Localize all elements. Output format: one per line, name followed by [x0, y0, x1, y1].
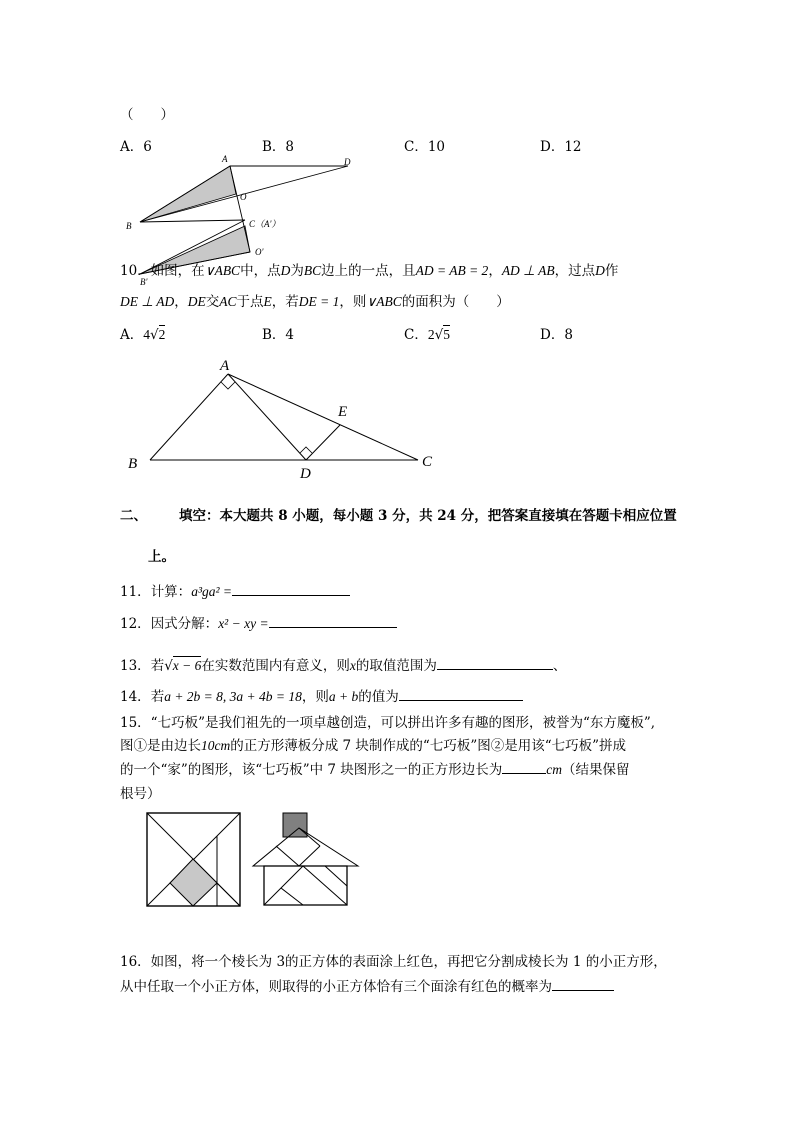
q9-option-a: A．6: [120, 139, 152, 155]
q10-label-b: B: [128, 456, 138, 472]
q9-label-a: A: [222, 154, 228, 164]
q9-label-c: C（A'）: [249, 219, 281, 229]
q10-label-e: E: [338, 404, 348, 420]
q12: 12．因式分解：x² − xy =: [120, 612, 397, 632]
q10-label-a: A: [220, 358, 230, 374]
q10-right-angle-d: [300, 447, 312, 453]
q9-option-d: D．12: [540, 139, 582, 155]
q13: 13．若√x − 6在实数范围内有意义，则x的取值范围为 、: [120, 658, 567, 674]
section2-heading: 二、 填空：本大题共 8 小题，每小题 3 分，共 24 分，把答案直接填在答题卡相应位置: [120, 508, 677, 524]
q10-option-d: D．8: [540, 327, 573, 343]
q10-right-angle-a: [221, 382, 235, 389]
q10-option-b: B．4: [262, 327, 295, 343]
q10-label-c: C: [422, 454, 433, 470]
q15-house-chimney: [283, 813, 307, 837]
q9-option-c: C．10: [404, 139, 446, 155]
q15-figures: [140, 806, 370, 912]
q15-tangram-square: [147, 813, 240, 906]
q10-line2: DE ⊥ AD，DE交AC于点E，若DE = 1，则∨ABC的面积为（ ）: [120, 294, 510, 310]
q9-option-b: B．8: [262, 139, 295, 155]
q14-answer-blank[interactable]: [399, 687, 523, 701]
q9-label-d: D: [344, 157, 351, 167]
q15-line1: 15．“七巧板”是我们祖先的一项卓越创造，可以拼出许多有趣的图形，被誉为“东方魔板”,: [120, 715, 656, 731]
q11-answer-blank[interactable]: [232, 582, 350, 596]
q10-figure: [120, 352, 450, 482]
q15-line2: 图①是由边长10cm的正方形薄板分成 7 块制作成的“七巧板”图②是用该“七巧板”拼成: [120, 738, 627, 754]
q15-line3: 的一个“家”的图形，该“七巧板”中 7 块图形之一的正方形边长为 cm（结果保留: [120, 762, 630, 778]
q9-shaded-upper: [140, 166, 236, 222]
q10-line1: 10．如图，在∨ABC中，点D为BC边上的一点，且AD = AB = 2，AD ⊥ AB，过点D作: [120, 263, 619, 279]
q9-paren: （ ）: [120, 107, 174, 123]
q13-answer-blank[interactable]: [437, 656, 553, 670]
q11: 11．计算：a³ga² =: [120, 580, 350, 600]
q16-line2: 从中任取一个小正方体，则取得的小正方体恰有三个面涂有红色的概率为: [120, 975, 614, 995]
section2-heading-cont: 上。: [148, 549, 175, 565]
q10-option-a: A．4√2: [120, 327, 166, 343]
q12-answer-blank[interactable]: [269, 614, 397, 628]
q15-answer-blank[interactable]: [502, 760, 546, 774]
q9-label-o: O: [240, 192, 247, 202]
q15-tangram-house: [253, 813, 358, 905]
q9-label-b2: B': [140, 277, 148, 287]
q9-label-o2: O': [255, 247, 264, 257]
q10-label-d: D: [300, 466, 311, 482]
q14: 14．若a + 2b = 8, 3a + 4b = 18，则a + b的值为: [120, 685, 523, 705]
q15-shaded-square: [170, 859, 217, 906]
q10-option-c: C．2√5: [404, 327, 450, 343]
q16-line1: 16．如图，将一个棱长为 3的正方体的表面涂上红色，再把它分割成棱长为 1 的小正方形，: [120, 954, 667, 970]
q16-answer-blank[interactable]: [552, 977, 614, 991]
q15-line4: 根号）: [120, 786, 161, 802]
q9-label-b: B: [126, 221, 132, 231]
